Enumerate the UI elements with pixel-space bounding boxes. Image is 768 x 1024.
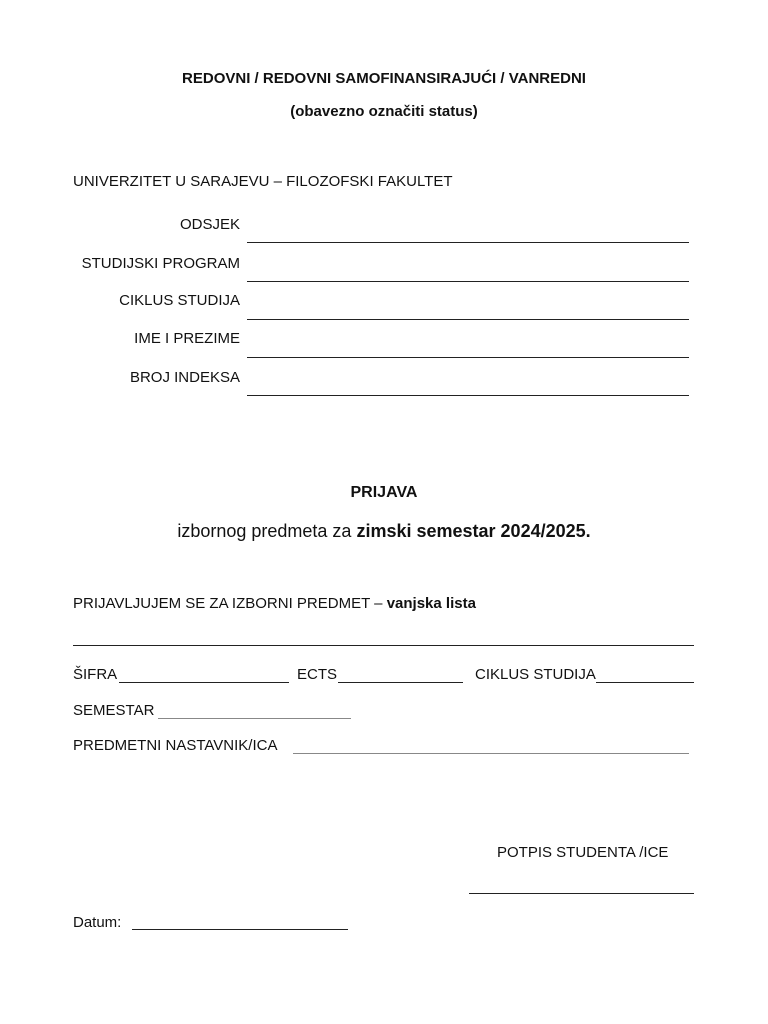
institution-name: UNIVERZITET U SARAJEVU – FILOZOFSKI FAKULTET	[73, 173, 453, 190]
study-program-field[interactable]	[247, 281, 689, 282]
semester-label: SEMESTAR	[73, 702, 155, 719]
register-line	[73, 595, 476, 612]
status-line: REDOVNI / REDOVNI SAMOFINANSIRAJUĆI / VANREDNI	[182, 70, 586, 87]
subtitle-semester: zimski semestar 2024/2025.	[356, 521, 591, 541]
department-field[interactable]	[247, 242, 689, 243]
study-cycle-label: CIKLUS STUDIJA	[119, 292, 240, 309]
status-note: (obavezno označiti status)	[290, 103, 478, 120]
full-name-field[interactable]	[247, 357, 689, 358]
register-prefix: PRIJAVLJUJEM SE ZA IZBORNI PREDMET –	[73, 595, 387, 612]
course-cycle-label: CIKLUS STUDIJA	[475, 666, 596, 683]
teacher-field[interactable]	[293, 753, 689, 754]
date-field[interactable]	[132, 929, 348, 930]
application-subtitle	[0, 521, 768, 542]
index-number-field[interactable]	[247, 395, 689, 396]
subtitle-prefix: izbornog predmeta za	[177, 521, 357, 541]
department-label: ODSJEK	[179, 216, 240, 233]
code-label: ŠIFRA	[73, 666, 118, 683]
ects-label: ECTS	[297, 666, 338, 683]
full-name-label: IME I PREZIME	[134, 330, 240, 347]
code-field[interactable]	[119, 682, 289, 683]
teacher-label: PREDMETNI NASTAVNIK/ICA	[73, 737, 278, 754]
study-cycle-field[interactable]	[247, 319, 689, 320]
study-program-label: STUDIJSKI PROGRAM	[81, 255, 240, 272]
course-cycle-field[interactable]	[596, 682, 694, 683]
course-name-field[interactable]	[73, 645, 694, 646]
semester-field[interactable]	[158, 718, 351, 719]
signature-field[interactable]	[469, 893, 694, 894]
index-number-label: BROJ INDEKSA	[129, 369, 240, 386]
signature-label: POTPIS STUDENTA /ICE	[497, 844, 669, 861]
register-list: vanjska lista	[386, 595, 476, 612]
application-title: PRIJAVA	[350, 484, 418, 501]
date-label: Datum:	[73, 914, 122, 931]
ects-field[interactable]	[338, 682, 463, 683]
